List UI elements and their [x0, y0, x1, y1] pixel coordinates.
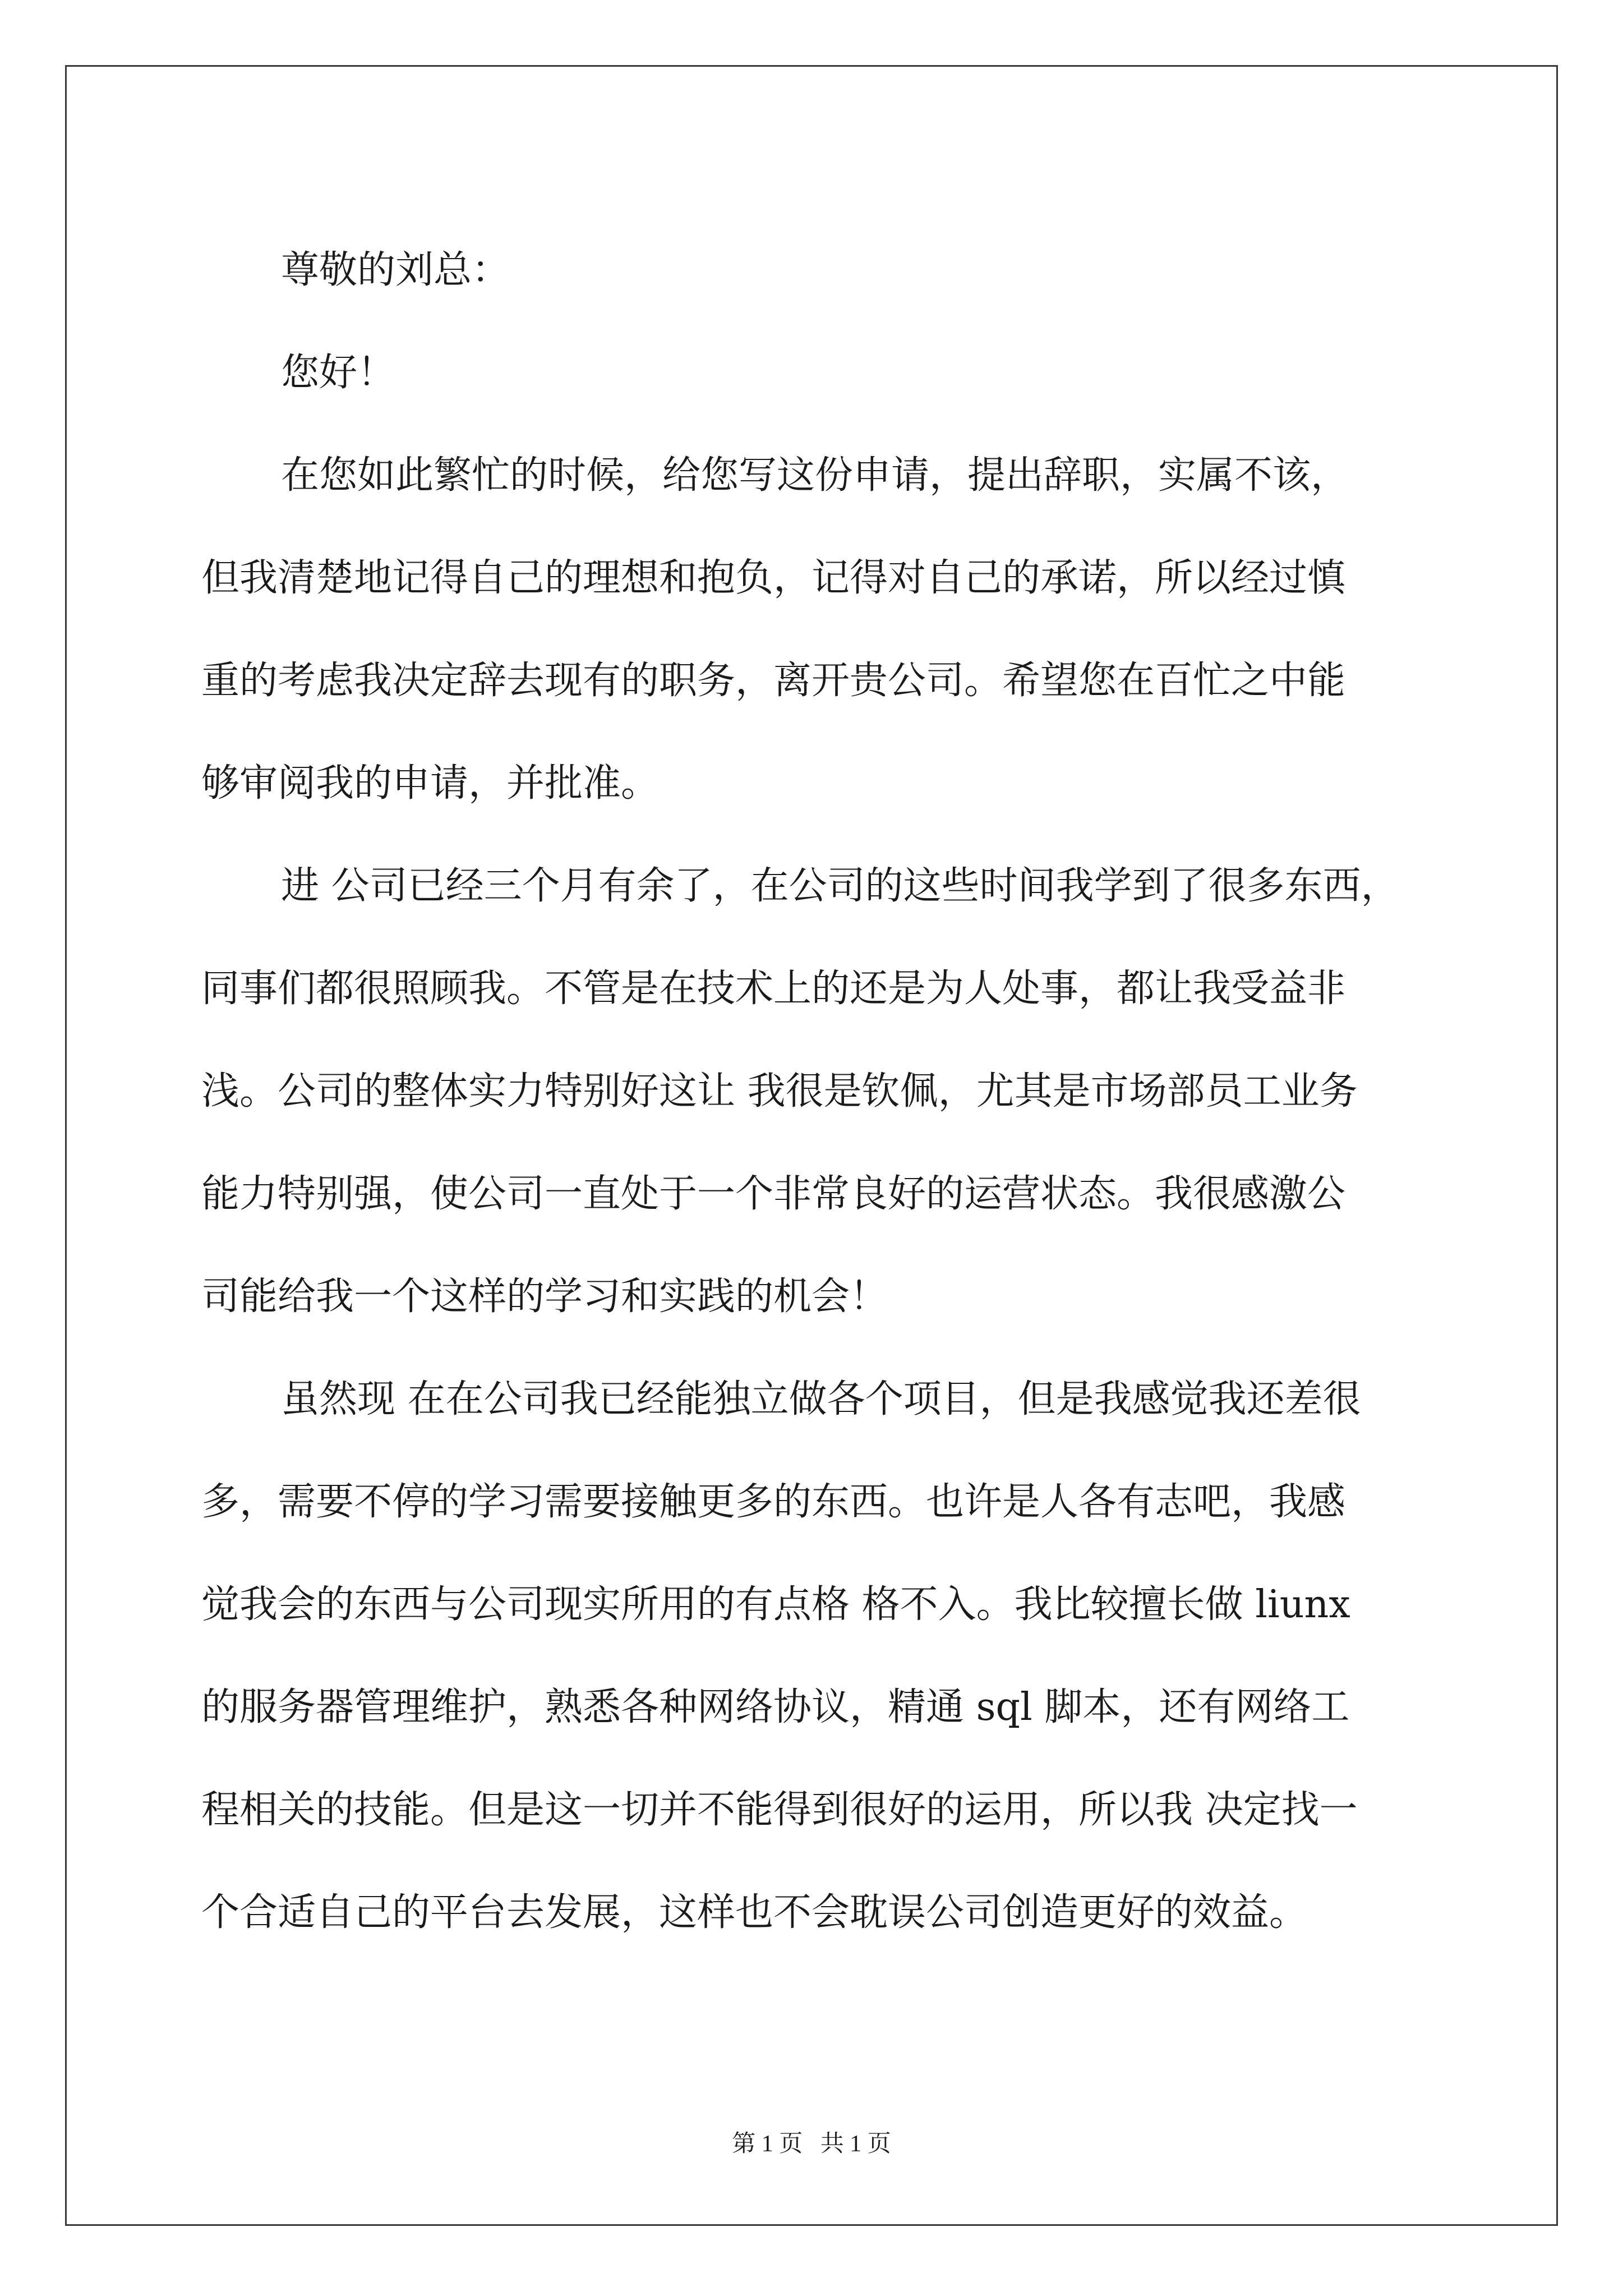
paragraph-line: 个合适自己的平台去发展，这样也不会耽误公司创造更好的效益。 — [201, 1890, 1308, 1935]
paragraph-line: 能力特别强，使公司一直处于一个非常良好的运营状态。我很感激公 — [201, 1172, 1346, 1216]
paragraph-line: 司能给我一个这样的学习和实践的机会！ — [201, 1274, 888, 1319]
paragraph-line: 觉我会的东西与公司现实所用的有点格 格不入。我比较擅长做 liunx — [201, 1582, 1350, 1627]
paragraph-line: 够审阅我的申请，并批准。 — [201, 761, 660, 806]
paragraph-line: 虽然现 在在公司我已经能独立做各个项目，但是我感觉我还差很 — [281, 1377, 1361, 1421]
paragraph-line: 程相关的技能。但是这一切并不能得到很好的运用，所以我 决定找一 — [201, 1788, 1358, 1832]
page-number-footer: 第 1 页 共 1 页 — [732, 2131, 891, 2157]
paragraph-line: 但我清楚地记得自己的理想和抱负，记得对自己的承诺，所以经过慎 — [201, 556, 1346, 600]
paragraph-line: 进 公司已经三个月有余了，在公司的这些时间我学到了很多东西， — [281, 864, 1399, 908]
paragraph-1 — [201, 424, 1435, 835]
paragraph-2 — [201, 835, 1435, 1348]
paragraph-line: 的服务器管理维护，熟悉各种网络协议，精通 sql 脚本，还有网络工 — [201, 1685, 1350, 1729]
paragraph-line: 重的考虑我决定辞去现有的职务，离开贵公司。希望您在百忙之中能 — [201, 659, 1346, 703]
paragraph-line: 浅。公司的整体实力特别好这让 我很是钦佩，尤其是市场部员工业务 — [201, 1069, 1358, 1114]
paragraph-line: 多，需要不停的学习需要接触更多的东西。也许是人各有志吧，我感 — [201, 1480, 1346, 1524]
letter-body — [201, 219, 1435, 1964]
paragraph-3 — [201, 1348, 1435, 1964]
paragraph-line: 在您如此繁忙的时候，给您写这份申请，提出辞职，实属不该， — [281, 453, 1349, 498]
greeting: 您好！ — [281, 351, 396, 395]
paragraph-line: 同事们都很照顾我。不管是在技术上的还是为人处事，都让我受益非 — [201, 967, 1346, 1011]
salutation: 尊敬的刘总： — [281, 248, 510, 292]
